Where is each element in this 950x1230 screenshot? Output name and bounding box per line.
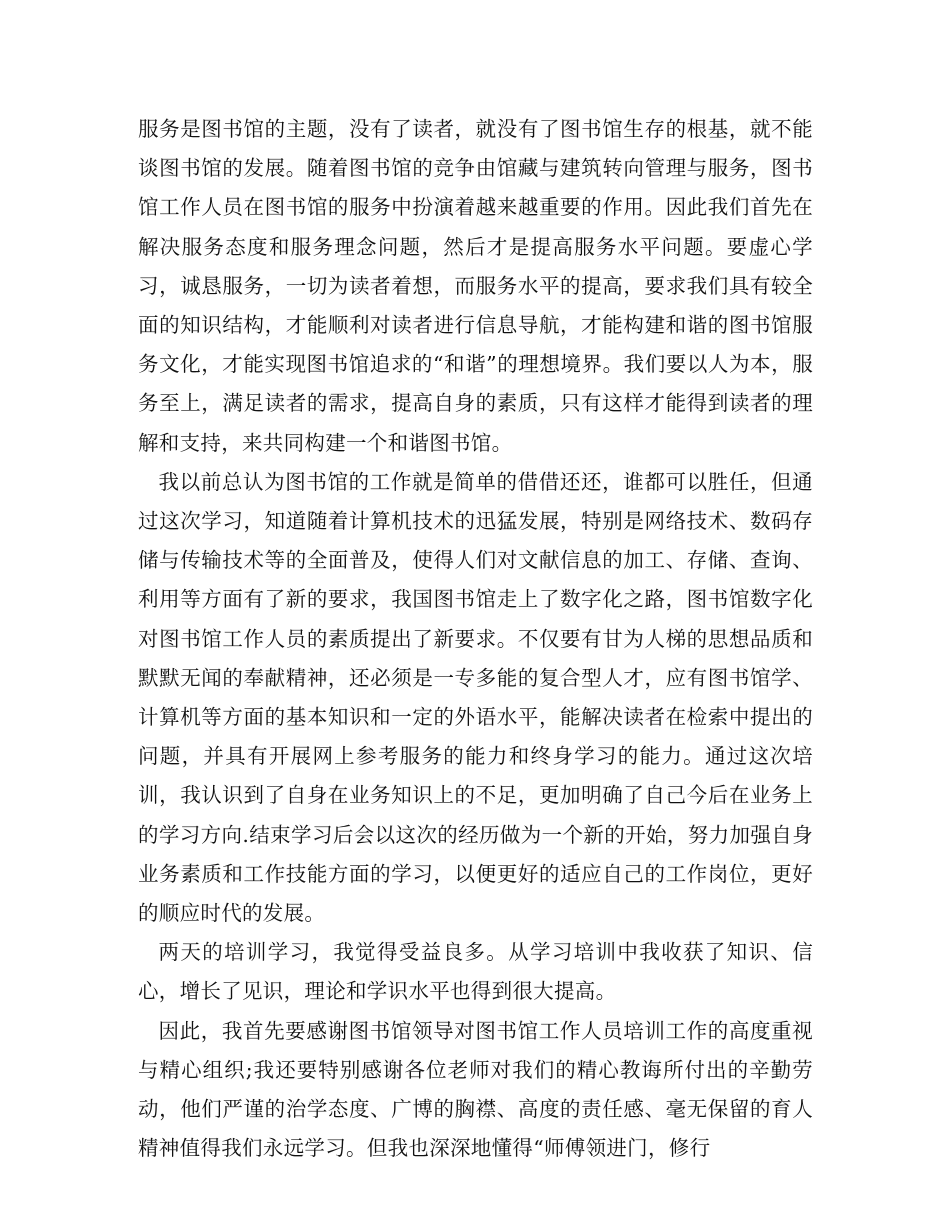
paragraph-digitalization: 我以前总认为图书馆的工作就是简单的借借还还，谁都可以胜任，但通过这次学习，知道随着计算机技术的迅猛发展，特别是网络技术、数码存储与传输技术等的全面普及，使得人们对文献信息的加工、存储、查询、利用等方面有了新的要求，我国图书馆走上了数字化之路，图书馆数字化对图书馆工作人员的素质提出了新要求。不仅要有甘为人梯的思想品质和默默无闻的奉献精神，还必须是一专多能的复合型人才，应有图书馆学、计算机等方面的基本知识和一定的外语水平，能解决读者在检索中提出的问题，并具有开展网上参考服务的能力和终身学习的能力。通过这次培训，我认识到了自身在业务知识上的不足，更加明确了自己今后在业务上的学习方向.结束学习后会以这次的经历做为一个新的开始，努力加强自身业务素质和工作技能方面的学习，以便更好的适应自己的工作岗位，更好的顺应时代的发展。	[138, 469, 813, 926]
paragraph-training-benefit: 两天的培训学习，我觉得受益良多。从学习培训中我收获了知识、信心，增长了见识，理论和学识水平也得到很大提高。	[138, 940, 813, 1004]
paragraph-gratitude: 因此，我首先要感谢图书馆领导对图书馆工作人员培训工作的高度重视与精心组织;我还要特别感谢各位老师对我们的精心教诲所付出的辛勤劳动，他们严谨的治学态度、广博的胸襟、高度的责任感、毫无保留的育人精神值得我们永远学习。但我也深深地懂得“师傅领进门，修行	[138, 1018, 813, 1161]
paragraph-service: 服务是图书馆的主题，没有了读者，就没有了图书馆生存的根基，就不能谈图书馆的发展。随着图书馆的竞争由馆藏与建筑转向管理与服务，图书馆工作人员在图书馆的服务中扮演着越来越重要的作用。因此我们首先在解决服务态度和服务理念问题，然后才是提高服务水平问题。要虚心学习，诚恳服务，一切为读者着想，而服务水平的提高，要求我们具有较全面的知识结构，才能顺利对读者进行信息导航，才能构建和谐的图书馆服务文化，才能实现图书馆追求的“和谐”的理想境界。我们要以人为本，服务至上，满足读者的需求，提高自身的素质，只有这样才能得到读者的理解和支持，来共同构建一个和谐图书馆。	[138, 117, 813, 455]
document-body	[138, 110, 813, 1168]
